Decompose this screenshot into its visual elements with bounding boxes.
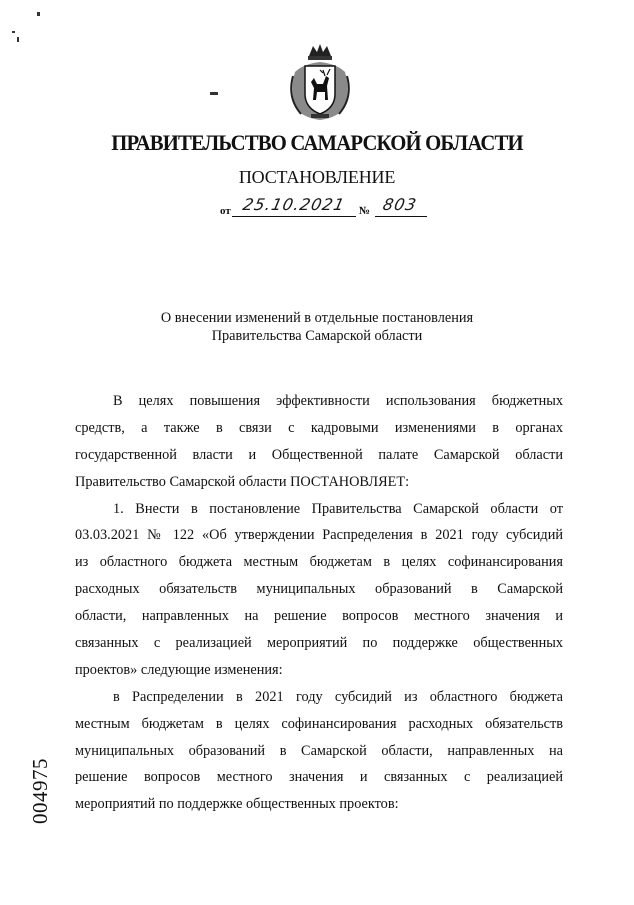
paragraph-line: в Распределении в 2021 году субсидий из областного бюджета [113, 688, 563, 705]
paragraph-line: муниципальных образований в Самарской области, направленных на [75, 742, 563, 759]
paragraph-line: 1. Внести в постановление Правительства Самарской области от [113, 500, 563, 517]
paragraph-line: 03.03.2021 № 122 «Об утверждении Распределения в 2021 году субсидий [75, 527, 563, 544]
paragraph-line: связанных с реализацией мероприятий по поддержке общественных [75, 635, 563, 652]
government-title: ПРАВИТЕЛЬСТВО САМАРСКОЙ ОБЛАСТИ [111, 130, 523, 155]
scan-speck [12, 31, 15, 33]
paragraph-line: государственной власти и Общественной палате Самарской области [75, 446, 563, 463]
paragraph-line: решение вопросов местного значения и связанных с реализацией [75, 769, 563, 786]
paragraph-line: мероприятий по поддержке общественных проектов: [75, 796, 399, 813]
paragraph-line: местным бюджетам в целях софинансирования расходных обязательств [75, 715, 563, 732]
paragraph-line: из областного бюджета местным бюджетам в целях софинансирования [75, 554, 563, 571]
document-body [75, 392, 563, 822]
subject-line: Правительства Самарской области [211, 328, 423, 344]
paragraph-line: средств, а также в связи с кадровыми изменениями в органах [75, 419, 563, 436]
scan-speck [37, 12, 40, 16]
paragraph-line: расходных обязательств муниципальных образований в Самарской [75, 581, 563, 598]
paragraph-line: области, направленных на решение вопросов местного значения и [75, 608, 563, 625]
paragraph-line: В целях повышения эффективности использования бюджетных [113, 393, 563, 409]
number-sign: № [359, 205, 371, 217]
samara-coat-of-arms-icon [287, 42, 353, 122]
paragraph-line: проектов» следующие изменения: [75, 661, 283, 678]
registration-line [220, 197, 430, 223]
date-prefix: от [220, 205, 231, 217]
margin-serial-number: 004975 [28, 758, 52, 824]
document-type: ПОСТАНОВЛЕНИЕ [238, 167, 396, 187]
scan-speck [17, 37, 19, 42]
date-underline [232, 216, 356, 217]
handwritten-number: 803 [381, 195, 419, 214]
paragraph-line: Правительство Самарской области ПОСТАНОВЛЯЕТ: [75, 473, 410, 490]
scan-speck [210, 92, 218, 95]
document-subject [60, 309, 574, 345]
number-underline [375, 216, 427, 217]
handwritten-date: 25.10.2021 [241, 195, 347, 214]
subject-line: О внесении изменений в отдельные постановления [160, 310, 474, 326]
